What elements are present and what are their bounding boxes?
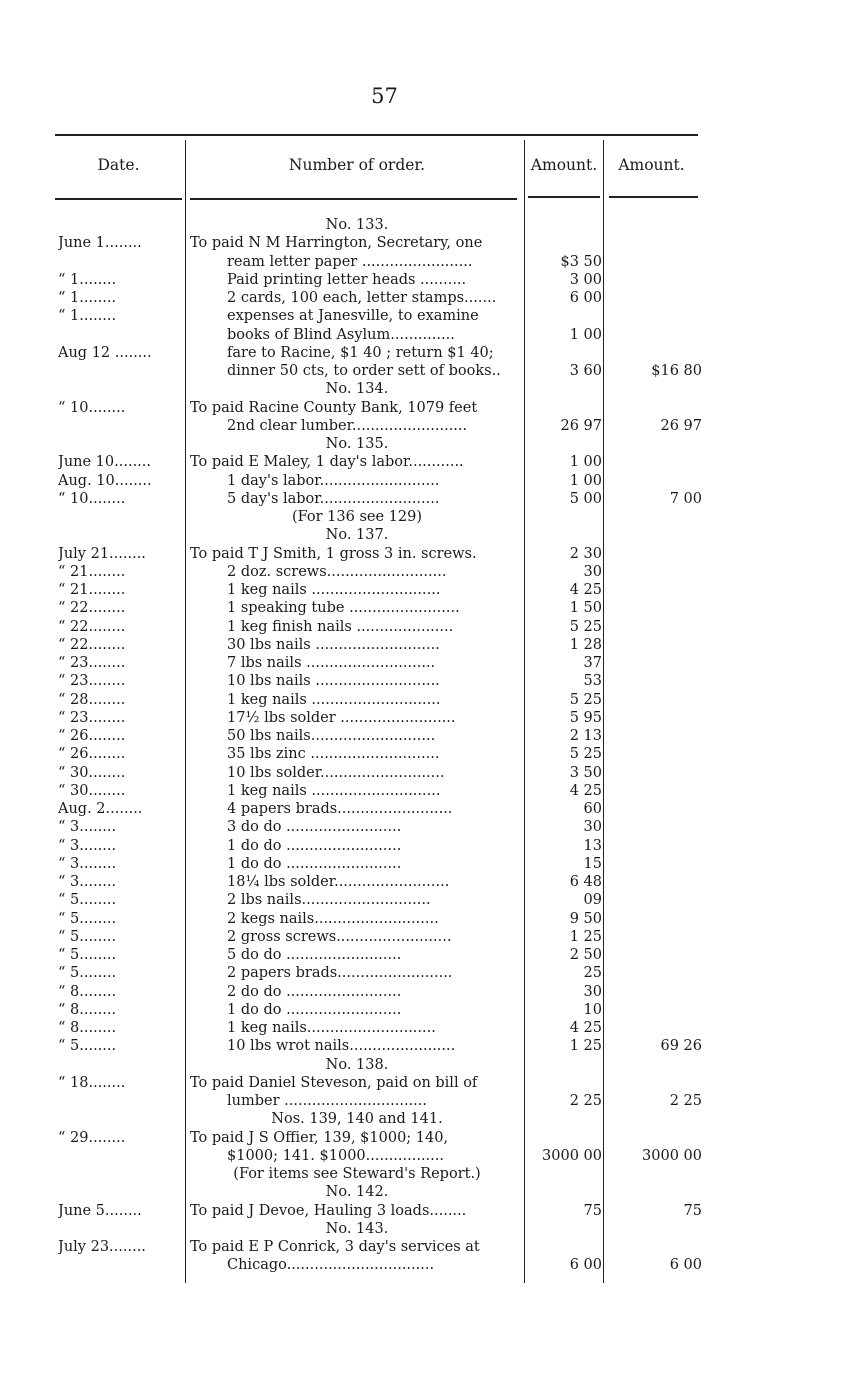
ledger-row — [0, 837, 859, 855]
entry-date: “ 8........ — [58, 1001, 117, 1018]
entry-amount: 13 — [583, 837, 602, 854]
entry-description: 1 do do ......................... — [227, 1001, 402, 1018]
ledger-row — [0, 818, 859, 836]
entry-amount: 1 25 — [569, 928, 602, 945]
ledger-row — [0, 1238, 859, 1256]
ledger-row — [0, 1001, 859, 1019]
ledger-row — [0, 1110, 859, 1128]
page-number: 57 — [371, 84, 398, 108]
entry-amount: 26 97 — [560, 417, 602, 434]
entry-amount: 9 50 — [569, 910, 602, 927]
ledger-row — [0, 234, 859, 252]
entry-description: 10 lbs wrot nails....................... — [227, 1038, 456, 1055]
entry-amount: 1 25 — [569, 1038, 602, 1055]
ledger-row — [0, 326, 859, 344]
entry-date: June 1........ — [58, 235, 142, 252]
entry-description: 1 keg finish nails ..................... — [227, 618, 454, 635]
ledger-row — [0, 1037, 859, 1055]
header-rule-amount1 — [528, 196, 600, 198]
ledger-row — [0, 873, 859, 891]
entry-amount: 2 13 — [569, 728, 602, 744]
ledger-row — [0, 983, 859, 1001]
header-rule-order — [190, 198, 517, 200]
entry-date: “ 26........ — [58, 746, 126, 763]
ledger-row — [0, 764, 859, 782]
entry-description: No. 135. — [325, 436, 389, 452]
entry-description: To paid J S Offier, 139, $1000; 140, — [190, 1129, 449, 1146]
entry-amount: 5 00 — [569, 490, 602, 507]
entry-amount: 60 — [583, 801, 602, 817]
ledger-row — [0, 216, 859, 234]
entry-date: “ 21........ — [58, 582, 126, 598]
entry-total: 6 00 — [669, 1257, 702, 1274]
ledger-row — [0, 399, 859, 417]
ledger-row — [0, 636, 859, 654]
entry-date: “ 8........ — [58, 983, 117, 1000]
entry-description: 2 do do ......................... — [227, 983, 402, 1000]
ledger-row — [0, 490, 859, 508]
ledger-row — [0, 618, 859, 636]
entry-description: 2 lbs nails............................ — [227, 892, 431, 909]
ledger-row — [0, 1092, 859, 1110]
ledger-row — [0, 508, 859, 526]
entry-description: 3 do do ......................... — [227, 819, 402, 836]
entry-description: 2 kegs nails........................... — [227, 910, 439, 927]
ledger-row — [0, 1056, 859, 1074]
entry-description: To paid E P Conrick, 3 day's services at — [190, 1239, 480, 1255]
ledger-rows — [0, 216, 859, 1275]
entry-date: “ 23........ — [58, 655, 126, 671]
entry-description: 10 lbs nails ........................... — [227, 673, 440, 690]
entry-description: 30 lbs nails ........................... — [227, 636, 440, 653]
ledger-row — [0, 435, 859, 453]
header-rule-date — [55, 198, 182, 200]
entry-date: “ 26........ — [58, 728, 126, 744]
entry-date: “ 23........ — [58, 673, 126, 690]
entry-date: “ 28........ — [58, 691, 126, 708]
entry-amount: 09 — [583, 892, 602, 909]
entry-date: “ 5........ — [58, 965, 117, 982]
entry-description: 1 keg nails ............................ — [227, 691, 441, 708]
ledger-row — [0, 380, 859, 398]
entry-description: 35 lbs zinc ............................ — [227, 746, 440, 763]
entry-amount: 37 — [583, 655, 602, 671]
entry-amount: 1 00 — [569, 454, 602, 471]
entry-date: Aug 12 ........ — [58, 344, 152, 361]
entry-amount: 4 25 — [569, 782, 602, 799]
top-rule — [55, 134, 698, 136]
entry-amount: 1 00 — [569, 326, 602, 343]
entry-description: 18¼ lbs solder......................... — [227, 874, 450, 890]
entry-description: 2 papers brads......................... — [227, 965, 453, 982]
entry-date: June 10........ — [58, 454, 152, 471]
entry-amount: 6 48 — [569, 874, 602, 890]
ledger-row — [0, 672, 859, 690]
ledger-row — [0, 782, 859, 800]
ledger-row — [0, 545, 859, 563]
ledger-row — [0, 691, 859, 709]
entry-description: 5 day's labor.......................... — [227, 490, 440, 507]
entry-description: expenses at Janesville, to examine — [227, 308, 479, 325]
entry-date: “ 30........ — [58, 764, 126, 781]
ledger-row — [0, 745, 859, 763]
entry-date: “ 18........ — [58, 1074, 126, 1091]
ledger-row — [0, 1129, 859, 1147]
entry-description: 1 do do ......................... — [227, 855, 402, 872]
entry-total: 75 — [683, 1202, 702, 1219]
header-amount-2: Amount. — [618, 156, 685, 174]
ledger-row — [0, 1074, 859, 1092]
entry-date: June 5........ — [58, 1202, 142, 1219]
entry-description: 2nd clear lumber......................... — [227, 417, 468, 434]
entry-date: “ 3........ — [58, 837, 117, 854]
entry-description: Chicago................................ — [227, 1257, 435, 1274]
entry-amount: 30 — [583, 819, 602, 836]
entry-date: “ 1........ — [58, 290, 117, 306]
entry-description: 10 lbs solder........................... — [227, 764, 445, 781]
entry-amount: 1 00 — [569, 472, 602, 489]
entry-amount: 2 50 — [569, 947, 602, 963]
entry-amount: 30 — [583, 983, 602, 1000]
entry-amount: 10 — [583, 1001, 602, 1018]
entry-description: To paid N M Harrington, Secretary, one — [190, 235, 483, 252]
entry-total: 26 97 — [660, 417, 702, 434]
entry-date: “ 29........ — [58, 1129, 126, 1146]
entry-description: 1 keg nails............................ — [227, 1020, 436, 1036]
ledger-row — [0, 1202, 859, 1220]
entry-description: books of Blind Asylum.............. — [227, 326, 455, 343]
entry-amount: 3 60 — [569, 363, 602, 379]
entry-amount: 4 25 — [569, 1020, 602, 1036]
entry-description: fare to Racine, $1 40 ; return $1 40; — [227, 344, 494, 361]
entry-description: 50 lbs nails........................... — [227, 728, 436, 744]
entry-date: “ 3........ — [58, 819, 117, 836]
entry-date: “ 22........ — [58, 618, 126, 635]
ledger-row — [0, 709, 859, 727]
ledger-row — [0, 472, 859, 490]
entry-amount: 53 — [583, 673, 602, 690]
entry-date: Aug. 2........ — [58, 801, 143, 817]
entry-date: “ 21........ — [58, 563, 126, 580]
entry-description: No. 143. — [325, 1220, 389, 1237]
header-date: Date. — [97, 156, 140, 174]
entry-description: To paid T J Smith, 1 gross 3 in. screws. — [190, 545, 477, 562]
entry-amount: 2 25 — [569, 1093, 602, 1109]
entry-description: 2 gross screws......................... — [227, 928, 452, 945]
entry-description: No. 134. — [325, 381, 389, 398]
header-amount-1: Amount. — [530, 156, 598, 174]
ledger-row — [0, 1183, 859, 1201]
ledger-row — [0, 1019, 859, 1037]
entry-amount: 5 25 — [569, 746, 602, 763]
ledger-row — [0, 964, 859, 982]
entry-description: 7 lbs nails ............................ — [227, 655, 436, 671]
entry-description: 5 do do ......................... — [227, 947, 402, 963]
entry-date: “ 22........ — [58, 636, 126, 653]
ledger-row — [0, 563, 859, 581]
entry-description: To paid Racine County Bank, 1079 feet — [190, 399, 478, 416]
entry-description: ream letter paper ........................ — [227, 253, 473, 270]
ledger-row — [0, 453, 859, 471]
header-rule-amount2 — [609, 196, 698, 198]
ledger-row — [0, 1165, 859, 1183]
entry-amount: 5 25 — [569, 691, 602, 708]
entry-date: “ 5........ — [58, 928, 117, 945]
ledger-row — [0, 1256, 859, 1274]
ledger-row — [0, 271, 859, 289]
entry-description: Nos. 139, 140 and 141. — [271, 1111, 443, 1128]
entry-description: To paid J Devoe, Hauling 3 loads........ — [190, 1202, 467, 1219]
entry-description: 2 cards, 100 each, letter stamps....... — [227, 290, 497, 306]
entry-description: 2 doz. screws.......................... — [227, 563, 447, 580]
entry-amount: 75 — [583, 1202, 602, 1219]
entry-description: 1 keg nails ............................ — [227, 782, 441, 799]
entry-description: lumber ............................... — [227, 1093, 428, 1109]
entry-description: No. 138. — [325, 1056, 389, 1073]
entry-description: No. 133. — [325, 217, 389, 233]
ledger-row — [0, 1147, 859, 1165]
entry-amount: 30 — [583, 563, 602, 580]
entry-total: 7 00 — [669, 490, 702, 507]
ledger-row — [0, 362, 859, 380]
entry-total: 3000 00 — [642, 1147, 702, 1164]
ledger-row — [0, 599, 859, 617]
entry-total: 2 25 — [669, 1093, 702, 1109]
ledger-row — [0, 417, 859, 435]
entry-date: “ 1........ — [58, 308, 117, 325]
ledger-row — [0, 253, 859, 271]
ledger-row — [0, 928, 859, 946]
entry-description: No. 142. — [325, 1184, 389, 1201]
ledger-row — [0, 344, 859, 362]
entry-amount: 4 25 — [569, 582, 602, 598]
ledger-row — [0, 910, 859, 928]
ledger-row — [0, 307, 859, 325]
entry-date: “ 5........ — [58, 892, 117, 909]
entry-description: 4 papers brads......................... — [227, 801, 453, 817]
entry-date: “ 3........ — [58, 855, 117, 872]
entry-amount: 15 — [583, 855, 602, 872]
ledger-row — [0, 727, 859, 745]
entry-date: “ 30........ — [58, 782, 126, 799]
ledger-row — [0, 1220, 859, 1238]
entry-description: To paid E Maley, 1 day's labor............ — [190, 454, 464, 471]
entry-date: “ 3........ — [58, 874, 117, 890]
entry-total: 69 26 — [660, 1038, 702, 1055]
entry-date: “ 5........ — [58, 947, 117, 963]
entry-date: “ 5........ — [58, 910, 117, 927]
entry-date: “ 22........ — [58, 600, 126, 617]
entry-amount: 2 30 — [569, 545, 602, 562]
ledger-row — [0, 800, 859, 818]
entry-description: dinner 50 cts, to order sett of books.. — [227, 363, 501, 379]
ledger-row — [0, 289, 859, 307]
ledger-row — [0, 526, 859, 544]
entry-date: Aug. 10........ — [58, 472, 152, 489]
entry-description: 1 speaking tube ........................ — [227, 600, 460, 617]
entry-amount: 1 50 — [569, 600, 602, 617]
entry-date: “ 10........ — [58, 399, 126, 416]
entry-amount: 6 00 — [569, 290, 602, 306]
header-order: Number of order. — [288, 156, 426, 174]
entry-description: 1 do do ......................... — [227, 837, 402, 854]
entry-amount: 6 00 — [569, 1257, 602, 1274]
entry-date: “ 8........ — [58, 1020, 117, 1036]
ledger-row — [0, 581, 859, 599]
entry-date: “ 10........ — [58, 490, 126, 507]
entry-total: $16 80 — [651, 363, 702, 379]
entry-date: July 21........ — [58, 545, 146, 562]
entry-amount: 1 28 — [569, 636, 602, 653]
entry-amount: 3 50 — [569, 764, 602, 781]
entry-date: “ 5........ — [58, 1038, 117, 1055]
entry-amount: $3 50 — [560, 253, 602, 270]
entry-description: 17½ lbs solder ......................... — [227, 709, 456, 726]
entry-amount: 5 25 — [569, 618, 602, 635]
entry-date: “ 23........ — [58, 709, 126, 726]
entry-description: $1000; 141. $1000................. — [227, 1147, 444, 1164]
entry-description: No. 137. — [325, 527, 389, 544]
entry-date: “ 1........ — [58, 271, 117, 288]
entry-description: (For items see Steward's Report.) — [233, 1166, 481, 1182]
ledger-row — [0, 654, 859, 672]
entry-amount: 5 95 — [569, 709, 602, 726]
entry-description: 1 keg nails ............................ — [227, 582, 441, 598]
ledger-row — [0, 891, 859, 909]
entry-amount: 25 — [583, 965, 602, 982]
entry-amount: 3000 00 — [542, 1147, 602, 1164]
ledger-row — [0, 855, 859, 873]
entry-description: To paid Daniel Steveson, paid on bill of — [190, 1074, 478, 1091]
entry-description: Paid printing letter heads .......... — [227, 271, 467, 288]
entry-amount: 3 00 — [569, 271, 602, 288]
entry-description: (For 136 see 129) — [291, 509, 423, 525]
entry-date: July 23........ — [58, 1239, 146, 1255]
entry-description: 1 day's labor.......................... — [227, 472, 440, 489]
ledger-row — [0, 946, 859, 964]
